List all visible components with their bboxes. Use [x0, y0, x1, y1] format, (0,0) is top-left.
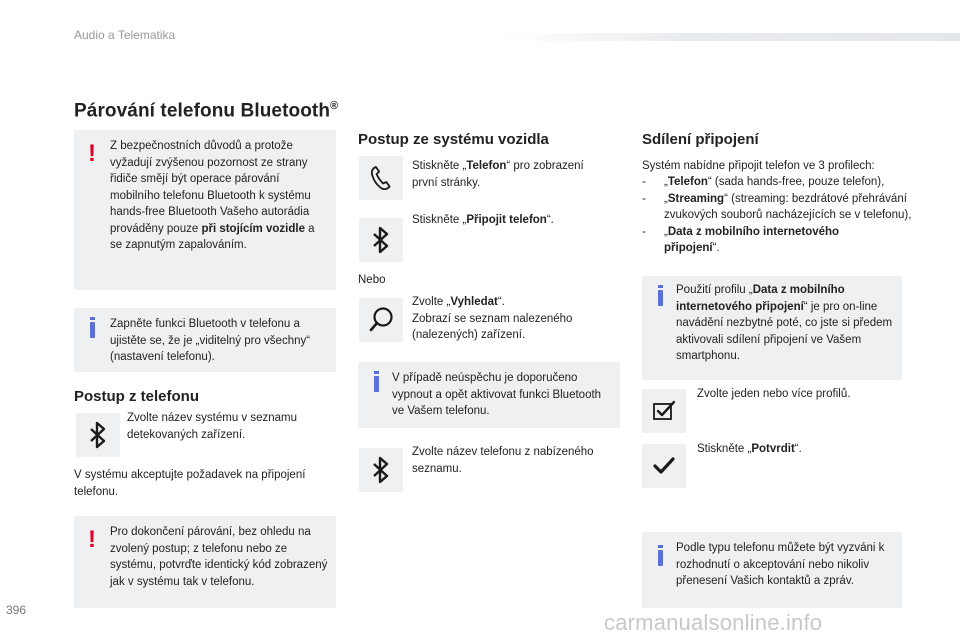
info-note-failure: [358, 362, 620, 428]
phone-icon: [367, 164, 395, 192]
section-title-connection-sharing: Sdílení připojení: [642, 131, 759, 148]
info-icon: [658, 290, 663, 306]
accept-request-text: V systému akceptujte požadavek na připojení telefonu.: [74, 469, 306, 498]
profile-list: [642, 174, 912, 257]
bluetooth-icon: [371, 455, 391, 485]
step-select-search: Zvolte „Vyhledat“. Zobrazí se seznam nalezeného (nalezených) zařízení.: [412, 296, 573, 341]
step-choose-phone-name: Zvolte název telefonu z nabízeného seznamu.: [412, 446, 594, 475]
warning-note-text: Z bezpečnostních důvodů a protože vyžadují zvýšenou pozornost ze strany řidiče smějí být operace párování mobilního telefonu Bluetooth k systému hands-free Bluetooth Vašeho autorádia prováděny pouze při stojícím vozidle a se zapnutým zapalováním.: [110, 140, 315, 251]
info-icon: [90, 322, 95, 338]
checkmark-icon-box: [642, 444, 686, 488]
page-title-text: Párování telefonu Bluetooth: [74, 100, 331, 122]
step-press-connect-phone: Stiskněte „Připojit telefon“.: [412, 214, 554, 226]
checkmark-icon: [651, 455, 677, 477]
info-note-data-profile: [642, 276, 902, 380]
warning-note-text: Pro dokončení párování, bez ohledu na zvolený postup; z telefonu nebo ze systému, potvrďte identický kód zobrazený jak v systému tak v telefonu.: [110, 526, 328, 588]
watermark: carmanualsonline.info: [604, 610, 823, 635]
search-icon-box: [359, 298, 403, 342]
step-select-profiles: Zvolte jeden nebo více profilů.: [697, 388, 851, 400]
info-note-text: Použití profilu „Data z mobilního internetového připojení“ je pro on-line navádění nezbytné poté, co jste si předem aktivovali sdílení připojení ve Vašem smartphonu.: [676, 284, 893, 362]
checklist-icon-box: [642, 389, 686, 433]
profile-item: - „Streaming“ (streaming: bezdrátové přehrávání zvukových souborů nacházejících se v telefonu),: [642, 192, 912, 221]
bluetooth-icon: [371, 225, 391, 255]
page-title: [74, 100, 338, 122]
bluetooth-icon-box: [359, 218, 403, 262]
info-note-bluetooth-visible: [74, 308, 336, 372]
info-icon: [658, 550, 663, 566]
or-label: Nebo: [358, 274, 386, 286]
warning-note-safety: [74, 130, 336, 290]
section-title-vehicle-procedure: Postup ze systému vozidla: [358, 131, 549, 148]
registered-mark: ®: [330, 100, 339, 112]
warning-exclamation-icon: !: [88, 140, 96, 167]
profile-item: - „Data z mobilního internetového připojení“.: [642, 225, 840, 254]
bluetooth-icon: [88, 420, 108, 450]
profiles-intro: Systém nabídne připojit telefon ve 3 profilech:: [642, 160, 875, 172]
step-select-system-name: Zvolte název systému v seznamu detekovaných zařízení.: [127, 412, 298, 441]
bluetooth-icon-box: [76, 413, 120, 457]
step-press-confirm: Stiskněte „Potvrdit“.: [697, 443, 802, 455]
warning-exclamation-icon: !: [88, 526, 96, 553]
search-icon: [366, 305, 396, 335]
info-note-text: Podle typu telefonu můžete být vyzváni k rozhodnutí o akceptování nebo nikoliv přenesení Vašich kontaktů a zpráv.: [676, 542, 885, 587]
header-rule: [500, 33, 960, 41]
step-press-telefon: Stiskněte „Telefon“ pro zobrazení první stránky.: [412, 160, 584, 189]
info-note-text: V případě neúspěchu je doporučeno vypnout a opět aktivovat funkci Bluetooth ve Vašem telefonu.: [392, 372, 602, 417]
page-number: 396: [6, 603, 27, 617]
warning-note-confirm-code: [74, 516, 336, 608]
header-title: Audio a Telematika: [74, 28, 176, 42]
info-icon: [374, 376, 379, 392]
info-note-contacts-transfer: [642, 532, 902, 608]
profile-item: - „Telefon“ (sada hands-free, pouze telefon),: [642, 176, 885, 188]
section-title-phone-procedure: Postup z telefonu: [74, 388, 199, 405]
phone-icon-box: [359, 156, 403, 200]
info-note-text: Zapněte funkci Bluetooth v telefonu a ujistěte se, že je „viditelný pro všechny“ (nastavení telefonu).: [110, 318, 311, 363]
checklist-icon: [651, 399, 677, 423]
bluetooth-icon-box: [359, 448, 403, 492]
